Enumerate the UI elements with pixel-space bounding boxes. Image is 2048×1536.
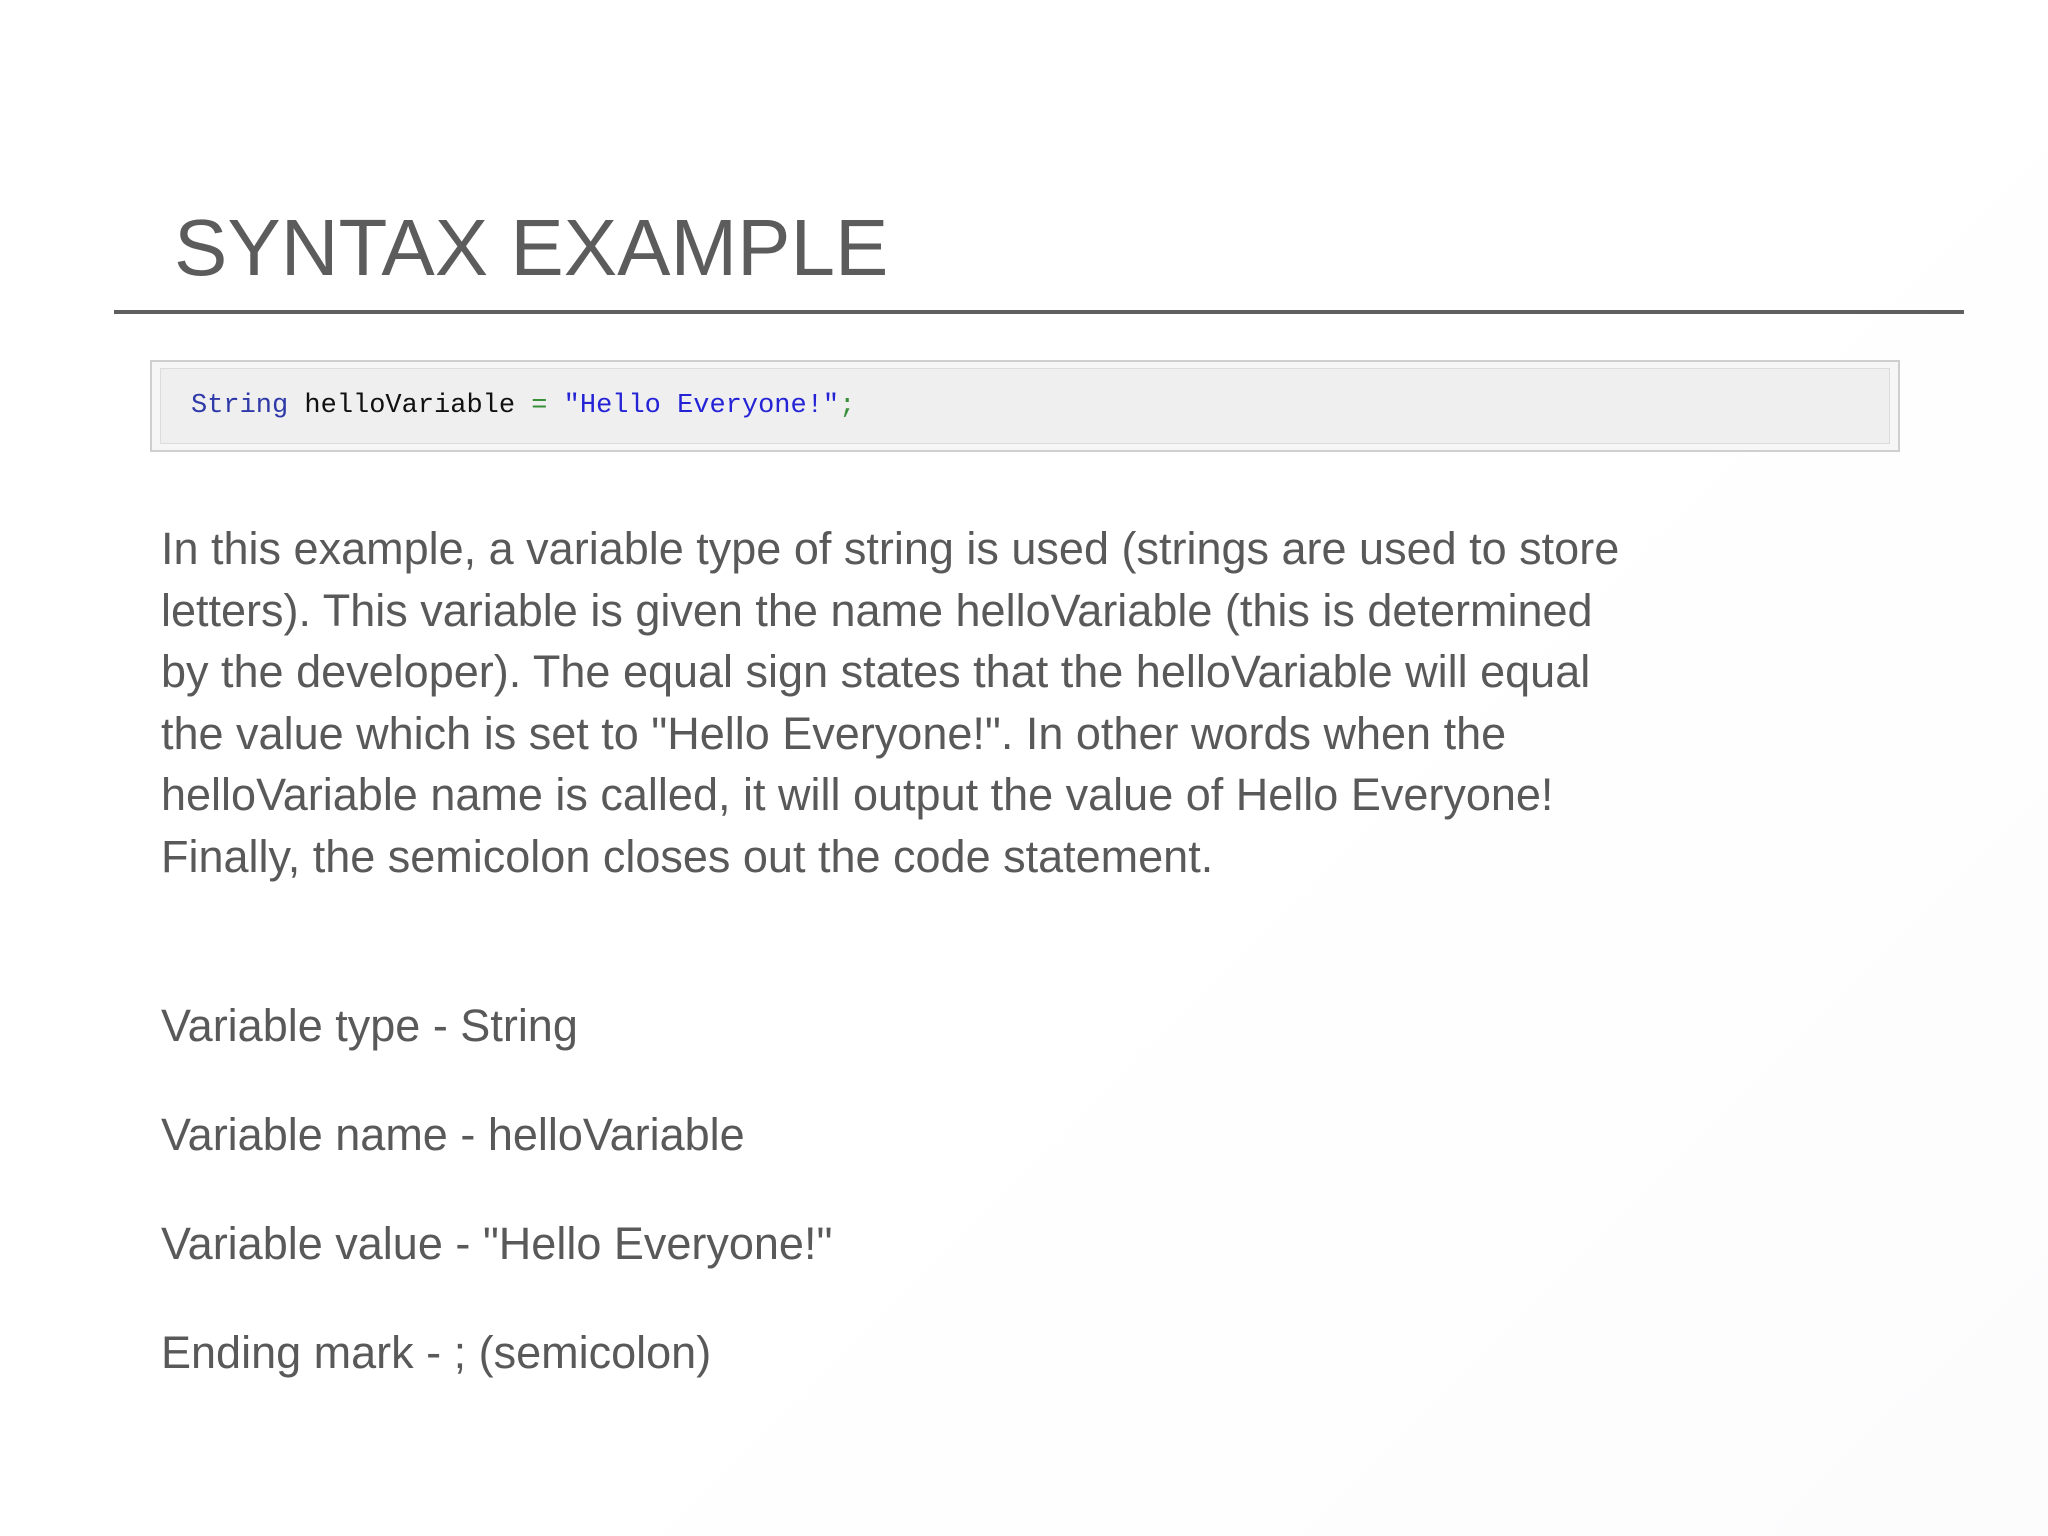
explanation-paragraph: In this example, a variable type of string is used (strings are used to store letters). This variable is given the name helloVariable (this is determined by the developer). The equal sign states that the helloVariable will equal the value which is set to "Hello Everyone!". In other words when the helloVariable name is called, it will output the value of Hello Everyone! Finally, the semicolon closes out the code statement.	[161, 523, 1620, 882]
variable-details-list	[161, 996, 832, 1432]
title-divider	[114, 310, 1964, 314]
detail-variable-type: Variable type - String	[161, 1000, 578, 1051]
code-operator: =	[515, 391, 564, 421]
detail-ending-mark: Ending mark - ; (semicolon)	[161, 1327, 712, 1378]
code-space	[288, 391, 304, 421]
code-identifier: helloVariable	[304, 391, 516, 421]
detail-variable-name: Variable name - helloVariable	[161, 1109, 745, 1160]
code-type-keyword: String	[191, 391, 289, 421]
code-line	[160, 368, 1890, 444]
code-semicolon: ;	[839, 391, 856, 421]
detail-variable-value: Variable value - "Hello Everyone!"	[161, 1218, 833, 1269]
code-snippet-box	[150, 360, 1900, 452]
code-string-literal: "Hello Everyone!"	[563, 391, 840, 421]
slide-title: SYNTAX EXAMPLE	[174, 203, 889, 292]
